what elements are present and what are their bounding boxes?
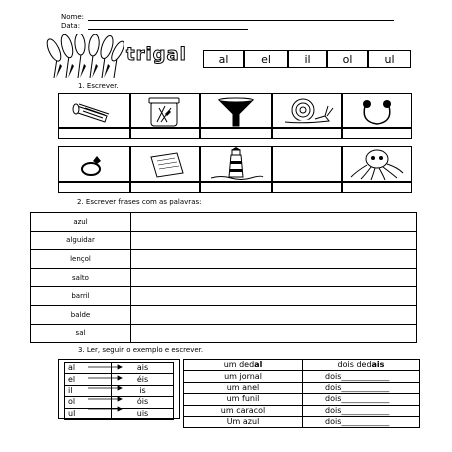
- plural-cell[interactable]: [303, 371, 420, 382]
- table-row: [31, 305, 417, 324]
- singular-cell: [184, 360, 303, 371]
- rolled-paper-icon: [59, 94, 129, 127]
- answer-blank[interactable]: ____________: [341, 405, 390, 415]
- syllable-box: ol: [327, 50, 368, 68]
- picture-cell: [200, 146, 272, 182]
- sentence-cell[interactable]: [131, 324, 417, 343]
- answer-blank[interactable]: ____________: [341, 382, 390, 392]
- word-cell: salto: [31, 268, 131, 287]
- plural-ending: uis: [112, 408, 174, 419]
- table-row: [31, 287, 417, 306]
- plural-ending: ais: [112, 363, 174, 374]
- word-cell: barril: [31, 287, 131, 306]
- title-word: trigal: [126, 44, 187, 65]
- plural-ending: is: [112, 385, 174, 396]
- picture-cell: [200, 93, 272, 128]
- section2-heading: 2. Escrever frases com as palavras:: [77, 198, 202, 206]
- wheat-icon: [44, 34, 124, 78]
- write-cell[interactable]: [272, 128, 342, 139]
- lighthouse-icon: [201, 147, 271, 181]
- sentence-cell[interactable]: [131, 213, 417, 232]
- singular-ending: ol: [65, 397, 112, 408]
- section3-heading: 3. Ler, seguir o exemplo e escrever.: [78, 346, 204, 354]
- table-row: [184, 405, 420, 416]
- picture-cell: [342, 146, 412, 182]
- answer-blank[interactable]: ____________: [341, 394, 390, 404]
- plural-examples-table: [183, 359, 420, 428]
- write-cell[interactable]: [342, 128, 412, 139]
- plural-cell[interactable]: [303, 416, 420, 427]
- write-cell[interactable]: [200, 128, 272, 139]
- funnel-icon: [201, 94, 271, 127]
- table-row: [31, 231, 417, 250]
- plural-ending-bold: ais: [371, 360, 385, 370]
- singular-ending: ul: [65, 408, 112, 419]
- singular-cell: Um azul: [184, 416, 303, 427]
- date-label: Data:: [61, 22, 81, 30]
- write-cell[interactable]: [272, 182, 342, 193]
- plural-cell[interactable]: [303, 405, 420, 416]
- singular-ending-bold: al: [254, 360, 263, 370]
- plural-text: dois: [325, 382, 342, 392]
- table-row: [184, 360, 420, 371]
- picture-cell: [342, 93, 412, 128]
- sentence-cell[interactable]: [131, 268, 417, 287]
- plural-ending: éis: [112, 374, 174, 385]
- snail-icon: [273, 94, 341, 127]
- ring-icon: [59, 147, 129, 181]
- table-row: [31, 250, 417, 269]
- picture-cell: [58, 93, 130, 128]
- paper-sheet-icon: [131, 147, 199, 181]
- answer-blank[interactable]: ____________: [341, 371, 390, 381]
- plural-text: dois: [325, 417, 342, 427]
- syllable-box: el: [244, 50, 288, 68]
- write-cell[interactable]: [130, 128, 200, 139]
- section1-heading: 1. Escrever.: [78, 82, 119, 90]
- name-label: Nome:: [61, 13, 85, 21]
- plural-cell[interactable]: [303, 382, 420, 393]
- plural-text: dois: [325, 405, 342, 415]
- table-row: [184, 371, 420, 382]
- octopus-icon: [343, 147, 411, 181]
- table-row: [31, 324, 417, 343]
- singular-ending: il: [65, 385, 112, 396]
- word-cell: azul: [31, 213, 131, 232]
- word-cell: sal: [31, 324, 131, 343]
- face-icon: [343, 94, 411, 127]
- sentence-cell[interactable]: [131, 305, 417, 324]
- word-cell: lençol: [31, 250, 131, 269]
- empty-picture: [272, 146, 342, 182]
- singular-ending: el: [65, 374, 112, 385]
- singular-text: um ded: [223, 360, 255, 370]
- table-row: [184, 416, 420, 427]
- singular-cell: um caracol: [184, 405, 303, 416]
- syllable-box: al: [203, 50, 244, 68]
- write-cell[interactable]: [58, 182, 130, 193]
- write-cell[interactable]: [200, 182, 272, 193]
- word-cell: alguidar: [31, 231, 131, 250]
- picture-cell: [58, 146, 130, 182]
- write-cell[interactable]: [130, 182, 200, 193]
- plural-cell[interactable]: [303, 394, 420, 405]
- singular-cell: um jornal: [184, 371, 303, 382]
- name-line[interactable]: [88, 20, 394, 21]
- table-row: [31, 268, 417, 287]
- answer-blank[interactable]: ____________: [341, 417, 390, 427]
- singular-cell: um anel: [184, 382, 303, 393]
- table-row: [184, 382, 420, 393]
- plural-text: dois: [325, 371, 342, 381]
- syllable-box: ul: [368, 50, 411, 68]
- singular-cell: um funil: [184, 394, 303, 405]
- date-line[interactable]: [88, 29, 248, 30]
- plural-text: dois: [325, 394, 342, 404]
- sentence-cell[interactable]: [131, 231, 417, 250]
- word-cell: balde: [31, 305, 131, 324]
- picture-cell: [130, 93, 200, 128]
- table-row: [184, 394, 420, 405]
- sentence-cell[interactable]: [131, 250, 417, 269]
- sentence-table: [30, 212, 417, 343]
- syllable-box: il: [288, 50, 327, 68]
- plural-cell: [303, 360, 420, 371]
- write-cell[interactable]: [342, 182, 412, 193]
- jar-of-pencils-icon: [131, 94, 199, 127]
- singular-ending: al: [65, 363, 112, 374]
- sentence-cell[interactable]: [131, 287, 417, 306]
- plural-ending: óis: [112, 397, 174, 408]
- plural-text: dois ded: [337, 360, 372, 370]
- picture-cell: [130, 146, 200, 182]
- arrows-icon: [86, 362, 126, 418]
- picture-cell: [272, 93, 342, 128]
- write-cell[interactable]: [58, 128, 130, 139]
- table-row: [31, 213, 417, 232]
